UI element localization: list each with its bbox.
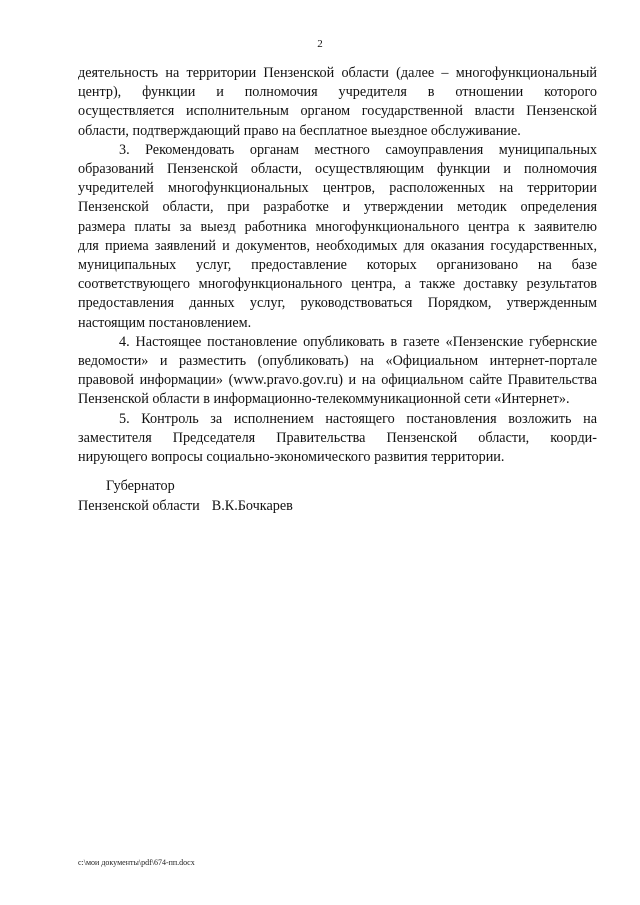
signature-region: Пензенской области [78, 498, 200, 514]
text-line: образований Пензенской области, осуществляющим функции и полномочия [78, 161, 597, 178]
footer-file-path: c:\мои документы\pdf\674-пп.docx [78, 858, 195, 867]
text-line: соответствующего многофункционального центра, а также доставку результатов [78, 276, 597, 293]
text-line: 5. Контроль за исполнением настоящего постановления возложить на [119, 410, 597, 427]
text-line: для приема заявлений и документов, необходимых для оказания государственных, [78, 237, 597, 254]
paragraph-continuation [78, 64, 597, 141]
text-line: правовой информации» (www.pravo.gov.ru) и на официальном сайте Правительства [78, 372, 597, 389]
text-line: области, подтверждающий право на бесплатное выездное обслуживание. [78, 122, 521, 139]
text-line: нирующего вопросы социально-экономического развития территории. [78, 449, 505, 466]
text-line: учредителей многофункциональных центров, расположенных на территории [78, 180, 597, 197]
text-line: 4. Настоящее постановление опубликовать в газете «Пензенские губернские [119, 333, 597, 350]
text-line: муниципальных услуг, предоставление которых организовано на базе [78, 257, 597, 274]
text-line: деятельность на территории Пензенской области (далее – многофункциональный [78, 65, 597, 81]
text-line: 3. Рекомендовать органам местного самоуправления муниципальных [119, 141, 597, 158]
text-line: предоставления данных услуг, руководствоваться Порядком, утвержденным [78, 295, 597, 312]
signature-title: Губернатор [106, 478, 175, 494]
signature-name: В.К.Бочкарев [211, 498, 293, 514]
paragraph-4 [78, 333, 597, 410]
text-line: центр), функции и полномочия учредителя в отношении которого [78, 84, 597, 101]
document-body [78, 64, 597, 467]
page-number: 2 [317, 38, 323, 50]
text-line: Пензенской области, при разработке и утверждении методик определения [78, 199, 597, 216]
paragraph-3 [78, 141, 597, 333]
text-line: настоящим постановлением. [78, 314, 252, 331]
text-line: осуществляется исполнительным органом государственной власти Пензенской [78, 103, 597, 120]
text-line: размера платы за выезд работника многофункционального центра к заявителю [78, 218, 597, 235]
signature-row [78, 496, 293, 516]
paragraph-5 [78, 410, 597, 468]
signature-block [78, 476, 293, 516]
text-line: Пензенской области в информационно-телекоммуникационной сети «Интернет». [78, 391, 570, 408]
text-line: заместителя Председателя Правительства Пензенской области, коорди- [78, 429, 597, 446]
text-line: ведомости» и разместить (опубликовать) на «Официальном интернет-портале [78, 353, 597, 370]
